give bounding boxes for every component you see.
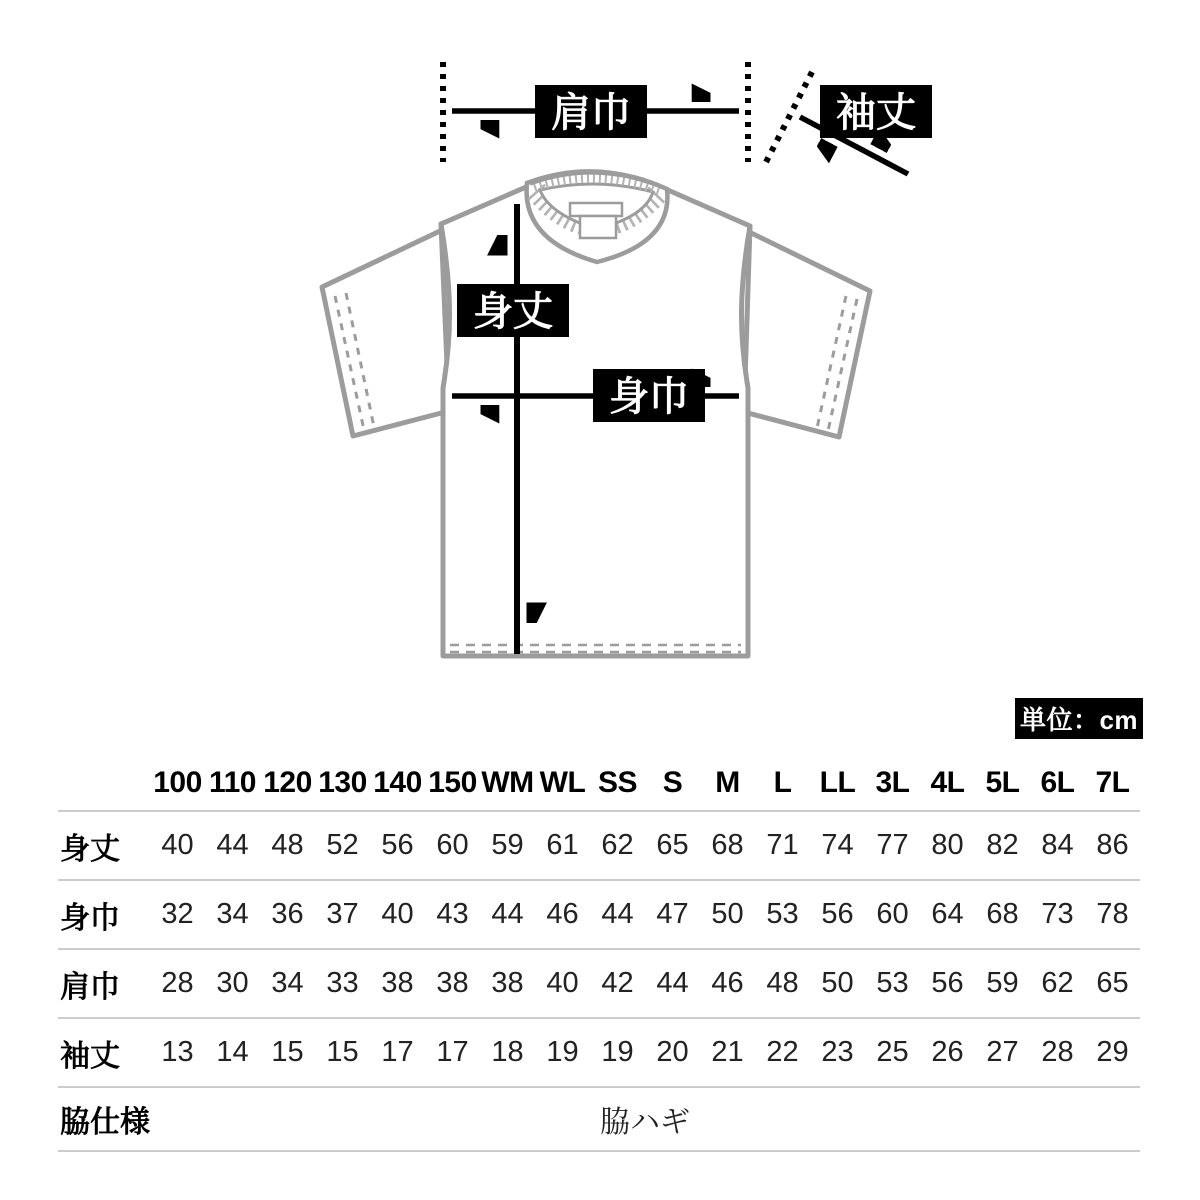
size-value: 65 [1096, 967, 1129, 999]
size-value: 60 [436, 829, 469, 861]
column-header: M [715, 766, 740, 799]
sleeve-length-annotation [763, 72, 932, 174]
size-value: 50 [711, 898, 744, 930]
size-value: 56 [931, 967, 964, 999]
table-row [58, 948, 1140, 1017]
size-value: 71 [766, 829, 799, 861]
column-header: 140 [373, 766, 422, 799]
shoulder-width-label: 肩巾 [551, 91, 631, 135]
size-value: 22 [766, 1036, 799, 1068]
column-header: L [773, 766, 792, 799]
size-value: 19 [601, 1036, 634, 1068]
size-value: 37 [326, 898, 359, 930]
spec-value: 脇ハギ [600, 1106, 690, 1139]
size-value: 64 [931, 898, 964, 930]
size-value: 73 [1041, 898, 1074, 930]
size-value: 50 [821, 967, 854, 999]
size-value: 61 [546, 829, 579, 861]
size-value: 59 [986, 967, 1019, 999]
size-value: 52 [326, 829, 359, 861]
row-label: 身巾 [60, 901, 120, 935]
table-row [58, 1017, 1140, 1086]
size-value: 27 [986, 1036, 1019, 1068]
column-header: 150 [428, 766, 477, 799]
size-value: 18 [491, 1036, 524, 1068]
size-value: 43 [436, 898, 469, 930]
column-header: 110 [209, 766, 256, 799]
size-value: 82 [986, 829, 1019, 861]
column-header: 3L [875, 766, 910, 799]
size-value: 34 [216, 898, 249, 930]
size-value: 33 [326, 967, 359, 999]
size-value: 40 [161, 829, 194, 861]
size-value: 84 [1041, 829, 1074, 861]
size-value: 68 [986, 898, 1019, 930]
size-value: 19 [546, 1036, 579, 1068]
size-value: 34 [271, 967, 304, 999]
size-value: 53 [766, 898, 799, 930]
size-value: 65 [656, 829, 689, 861]
size-value: 28 [161, 967, 194, 999]
size-value: 15 [271, 1036, 304, 1068]
table-row [58, 810, 1140, 879]
collar-tape [570, 203, 622, 216]
size-value: 42 [601, 967, 634, 999]
size-value: 77 [876, 829, 909, 861]
column-header: WL [539, 766, 586, 799]
shoulder-width-annotation [443, 62, 748, 162]
row-label: 肩巾 [60, 970, 120, 1004]
size-value: 53 [876, 967, 909, 999]
size-value: 60 [876, 898, 909, 930]
size-value: 47 [656, 898, 689, 930]
size-value: 78 [1096, 898, 1129, 930]
row-label: 脇仕様 [60, 1106, 150, 1139]
size-value: 30 [216, 967, 249, 999]
size-value: 48 [271, 829, 304, 861]
table-rows [58, 810, 1140, 1086]
size-value: 44 [601, 898, 634, 930]
size-value: 25 [876, 1036, 909, 1068]
size-value: 62 [601, 829, 634, 861]
size-value: 40 [546, 967, 579, 999]
size-columns-row [58, 756, 1140, 810]
row-label: 身丈 [60, 832, 120, 866]
body-length-label: 身丈 [473, 290, 553, 334]
table-row [58, 879, 1140, 948]
spec-row [58, 1086, 1140, 1150]
column-header: S [662, 766, 683, 799]
size-value: 62 [1041, 967, 1074, 999]
column-header: SS [597, 766, 638, 799]
size-value: 14 [216, 1036, 249, 1068]
body-width-label: 身巾 [609, 375, 689, 419]
size-value: 20 [656, 1036, 689, 1068]
size-value: 56 [821, 898, 854, 930]
size-value: 56 [381, 829, 414, 861]
size-value: 46 [711, 967, 744, 999]
size-value: 44 [491, 898, 524, 930]
size-value: 38 [436, 967, 469, 999]
column-header: LL [819, 766, 856, 799]
size-value: 44 [216, 829, 249, 861]
column-header: WM [481, 766, 534, 799]
size-value: 46 [546, 898, 579, 930]
size-table [58, 756, 1140, 1152]
size-value: 28 [1041, 1036, 1074, 1068]
column-header: 6L [1040, 766, 1075, 799]
size-value: 15 [326, 1036, 359, 1068]
size-value: 17 [436, 1036, 469, 1068]
column-header: 100 [153, 766, 202, 799]
column-header: 4L [930, 766, 965, 799]
column-header: 5L [985, 766, 1020, 799]
brand-label [580, 216, 616, 238]
row-label: 袖丈 [60, 1039, 120, 1073]
column-header: 130 [318, 766, 367, 799]
size-value: 80 [931, 829, 964, 861]
size-value: 32 [161, 898, 194, 930]
size-value: 38 [381, 967, 414, 999]
size-value: 68 [711, 829, 744, 861]
size-value: 36 [271, 898, 304, 930]
size-value: 17 [381, 1036, 414, 1068]
size-value: 29 [1096, 1036, 1129, 1068]
size-value: 74 [821, 829, 854, 861]
sleeve-length-label: 袖丈 [836, 91, 916, 135]
size-value: 26 [931, 1036, 964, 1068]
size-value: 44 [656, 967, 689, 999]
size-value: 23 [821, 1036, 854, 1068]
size-value: 40 [381, 898, 414, 930]
size-value: 13 [161, 1036, 194, 1068]
size-value: 48 [766, 967, 799, 999]
unit-badge: 単位：cm [1015, 698, 1143, 739]
size-value: 86 [1096, 829, 1129, 861]
column-header: 120 [263, 766, 312, 799]
column-header: 7L [1095, 766, 1130, 799]
size-value: 59 [491, 829, 524, 861]
size-value: 21 [711, 1036, 744, 1068]
size-value: 38 [491, 967, 524, 999]
